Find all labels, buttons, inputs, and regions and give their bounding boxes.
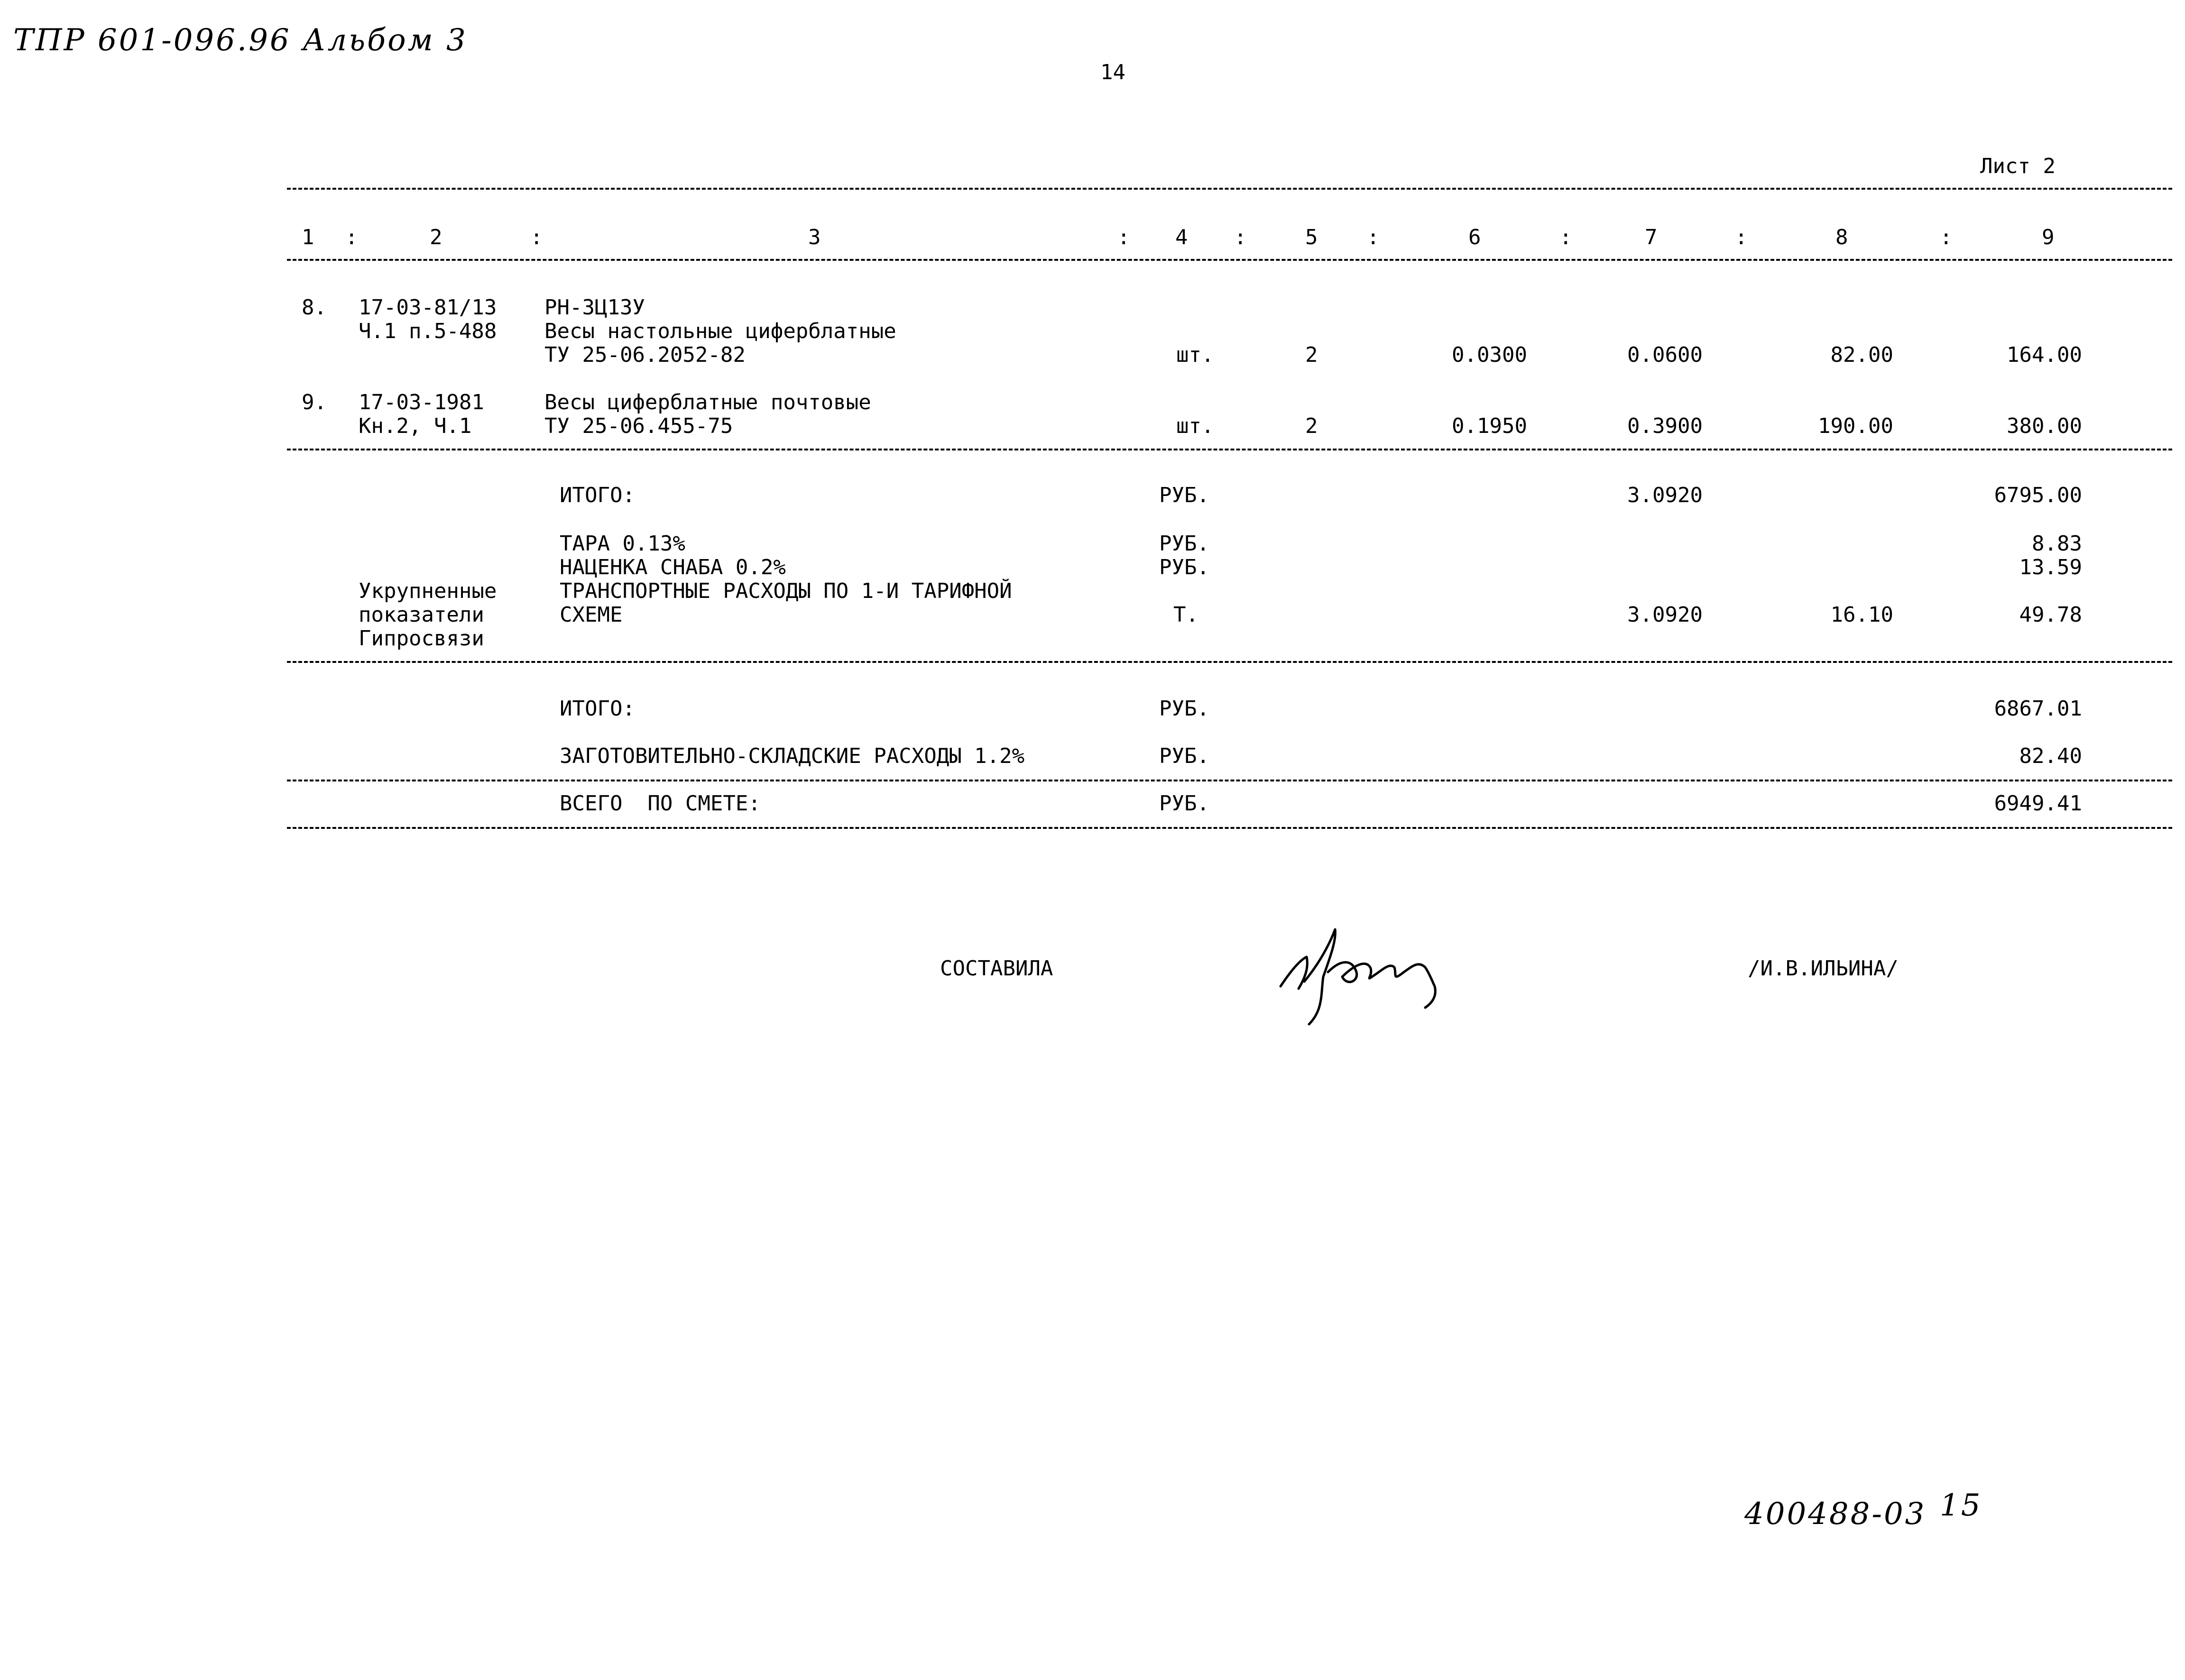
page-number: 14 [1100, 60, 1125, 84]
tara-cost: 8.83 [2032, 532, 2082, 556]
sheet-label: Лист 2 [1980, 154, 2056, 178]
rule-header-bottom [287, 259, 2172, 261]
grand-total-cost: 6949.41 [1994, 791, 2082, 816]
row-unit: шт. [1176, 343, 1214, 367]
sheet-number: 15 [1940, 1488, 1982, 1523]
grand-total-unit: РУБ. [1159, 791, 1209, 816]
row-unit-weight: 0.0300 [1452, 343, 1527, 367]
row-name-line: ТУ 25-06.2052-82 [544, 343, 746, 367]
rule-top [287, 188, 2172, 190]
row-cost: 380.00 [2007, 414, 2082, 438]
col-separator: : [1940, 225, 1953, 249]
row-quantity: 2 [1305, 414, 1318, 438]
row-price: 190.00 [1818, 414, 1893, 438]
row-code-line: Кн.2, Ч.1 [359, 414, 472, 438]
compiler-name: /И.В.ИЛЬИНА/ [1748, 956, 1899, 981]
tara-unit: РУБ. [1159, 532, 1209, 556]
markup-unit: РУБ. [1159, 555, 1209, 579]
col-header-3: 3 [808, 225, 821, 249]
subtotal-unit: РУБ. [1159, 697, 1209, 721]
row-unit: шт. [1176, 414, 1214, 438]
col-separator: : [345, 225, 358, 249]
row-code-line: Ч.1 п.5-488 [359, 319, 497, 343]
col-header-1: 1 [302, 225, 314, 249]
col-separator: : [1735, 225, 1748, 249]
col-separator: : [1234, 225, 1247, 249]
rule-procurement-bottom [287, 780, 2172, 781]
procurement-cost: 82.40 [2019, 744, 2082, 768]
row-total-weight: 0.0600 [1627, 343, 1703, 367]
col-header-6: 6 [1468, 225, 1481, 249]
transport-label-line: СХЕМЕ [560, 603, 623, 627]
col-header-5: 5 [1305, 225, 1318, 249]
rule-items-bottom [287, 449, 2172, 450]
subtotal-label: ИТОГО: [560, 697, 635, 721]
signature [1276, 915, 1456, 1034]
subtotal-weight: 3.0920 [1627, 483, 1703, 507]
col-header-9: 9 [2042, 225, 2055, 249]
row-code-line: 17-03-1981 [359, 390, 484, 414]
row-unit-weight: 0.1950 [1452, 414, 1527, 438]
transport-label-line: ТРАНСПОРТНЫЕ РАСХОДЫ ПО 1-И ТАРИФНОЙ [560, 579, 1012, 603]
col-separator: : [530, 225, 543, 249]
subtotal-cost: 6795.00 [1994, 483, 2082, 507]
row-name-line: РН-3Ц13У [544, 295, 645, 320]
row-price: 82.00 [1830, 343, 1893, 367]
transport-weight: 3.0920 [1627, 603, 1703, 627]
row-code-line: 17-03-81/13 [359, 295, 497, 320]
col-header-8: 8 [1835, 225, 1848, 249]
subtotal-unit: РУБ. [1159, 483, 1209, 507]
tara-label: ТАРА 0.13% [560, 532, 685, 556]
row-name-line: ТУ 25-06.455-75 [544, 414, 733, 438]
row-quantity: 2 [1305, 343, 1318, 367]
source-note-line: показатели [359, 603, 484, 627]
transport-unit: Т. [1173, 603, 1199, 627]
subtotal-cost: 6867.01 [1994, 697, 2082, 721]
document-code: 400488-03 [1744, 1496, 1927, 1532]
row-name-line: Весы настольные циферблатные [544, 319, 896, 343]
row-cost: 164.00 [2007, 343, 2082, 367]
rule-extras-bottom [287, 661, 2172, 663]
album-reference: ТПР 601-096.96 Альбом 3 [13, 23, 468, 58]
row-name-line: Весы циферблатные почтовые [544, 390, 871, 414]
compiled-by-label: СОСТАВИЛА [940, 956, 1053, 981]
procurement-label: ЗАГОТОВИТЕЛЬНО-СКЛАДСКИЕ РАСХОДЫ 1.2% [560, 744, 1025, 768]
row-number: 9. [302, 390, 327, 414]
transport-price: 16.10 [1830, 603, 1893, 627]
row-total-weight: 0.3900 [1627, 414, 1703, 438]
col-header-7: 7 [1645, 225, 1658, 249]
col-header-4: 4 [1175, 225, 1188, 249]
subtotal-label: ИТОГО: [560, 483, 635, 507]
grand-total-label: ВСЕГО ПО СМЕТЕ: [560, 791, 761, 816]
col-separator: : [1117, 225, 1130, 249]
row-number: 8. [302, 295, 327, 320]
col-separator: : [1559, 225, 1572, 249]
col-header-2: 2 [430, 225, 443, 249]
source-note-line: Укрупненные [359, 579, 497, 603]
rule-bottom [287, 827, 2172, 829]
markup-label: НАЦЕНКА СНАБА 0.2% [560, 555, 786, 579]
procurement-unit: РУБ. [1159, 744, 1209, 768]
col-separator: : [1367, 225, 1380, 249]
source-note-line: Гипросвязи [359, 626, 484, 651]
markup-cost: 13.59 [2019, 555, 2082, 579]
transport-cost: 49.78 [2019, 603, 2082, 627]
